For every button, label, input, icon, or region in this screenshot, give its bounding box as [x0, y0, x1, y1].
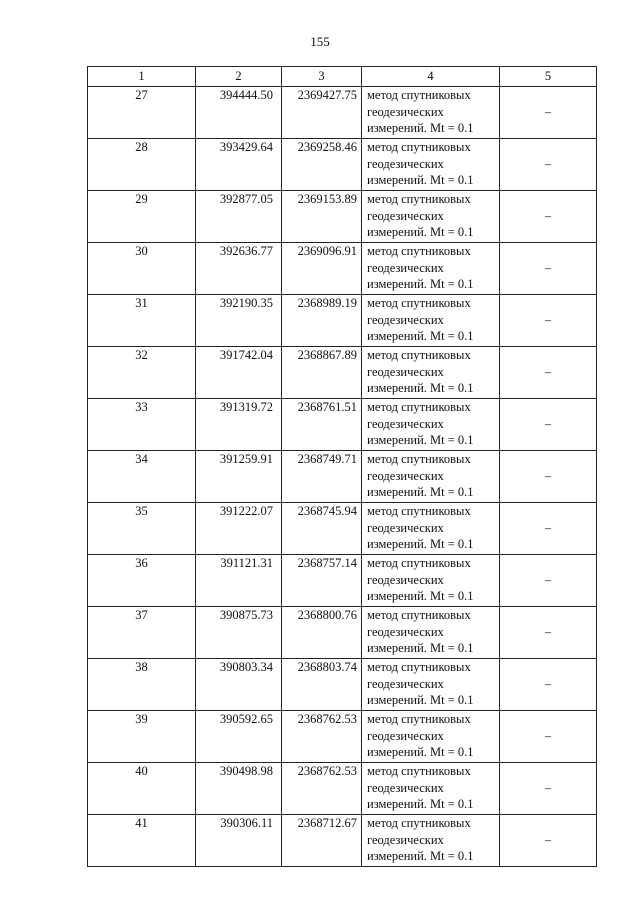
x-coordinate-cell: 392636.77	[196, 243, 282, 295]
header-col-1: 1	[88, 67, 196, 87]
point-number-cell: 29	[88, 191, 196, 243]
method-cell	[362, 399, 500, 451]
method-cell	[362, 243, 500, 295]
method-cell	[362, 347, 500, 399]
point-number-cell: 36	[88, 555, 196, 607]
method-text-line: метод спутниковых	[367, 192, 471, 206]
method-text-line: геодезических	[367, 364, 444, 379]
x-coordinate-cell: 390498.98	[196, 763, 282, 815]
x-coordinate-cell: 391259.91	[196, 451, 282, 503]
method-text-line: метод спутниковых	[367, 88, 471, 102]
point-number-cell: 34	[88, 451, 196, 503]
y-coordinate-cell: 2368762.53	[282, 711, 362, 763]
method-text-line: геодезических	[367, 468, 444, 483]
method-text-line: метод спутниковых	[367, 608, 471, 622]
note-cell: –	[500, 555, 597, 607]
method-cell	[362, 87, 500, 139]
x-coordinate-cell: 392877.05	[196, 191, 282, 243]
method-text-line: метод спутниковых	[367, 764, 471, 778]
method-text-line: геодезических	[367, 676, 444, 691]
method-text-line: измерений. Mt = 0.1	[367, 745, 474, 759]
x-coordinate-cell: 392190.35	[196, 295, 282, 347]
x-coordinate-cell: 390306.11	[196, 815, 282, 867]
method-text-line: геодезических	[367, 832, 444, 847]
method-text-line: метод спутниковых	[367, 504, 471, 518]
x-coordinate-cell: 390803.34	[196, 659, 282, 711]
note-cell: –	[500, 607, 597, 659]
table-row	[88, 815, 597, 867]
method-text-line: измерений. Mt = 0.1	[367, 433, 474, 447]
y-coordinate-cell: 2369153.89	[282, 191, 362, 243]
y-coordinate-cell: 2368761.51	[282, 399, 362, 451]
note-cell: –	[500, 399, 597, 451]
note-cell: –	[500, 295, 597, 347]
point-number-cell: 33	[88, 399, 196, 451]
page-number: 155	[310, 34, 330, 49]
method-text-line: измерений. Mt = 0.1	[367, 849, 474, 863]
point-number-cell: 27	[88, 87, 196, 139]
method-text-line: геодезических	[367, 208, 444, 223]
y-coordinate-cell: 2368803.74	[282, 659, 362, 711]
table-row	[88, 347, 597, 399]
note-cell: –	[500, 451, 597, 503]
method-text-line: геодезических	[367, 728, 444, 743]
y-coordinate-cell: 2368712.67	[282, 815, 362, 867]
note-cell: –	[500, 659, 597, 711]
method-text-line: геодезических	[367, 572, 444, 587]
y-coordinate-cell: 2369427.75	[282, 87, 362, 139]
method-cell	[362, 503, 500, 555]
method-cell	[362, 295, 500, 347]
method-text-line: измерений. Mt = 0.1	[367, 589, 474, 603]
method-text-line: измерений. Mt = 0.1	[367, 641, 474, 655]
point-number-cell: 40	[88, 763, 196, 815]
method-cell	[362, 451, 500, 503]
x-coordinate-cell: 391742.04	[196, 347, 282, 399]
y-coordinate-cell: 2368749.71	[282, 451, 362, 503]
table-row	[88, 139, 597, 191]
method-text-line: геодезических	[367, 780, 444, 795]
table-row	[88, 295, 597, 347]
note-cell: –	[500, 347, 597, 399]
method-text-line: измерений. Mt = 0.1	[367, 381, 474, 395]
method-text-line: измерений. Mt = 0.1	[367, 537, 474, 551]
method-text-line: метод спутниковых	[367, 348, 471, 362]
table-row	[88, 607, 597, 659]
method-text-line: метод спутниковых	[367, 400, 471, 414]
method-text-line: геодезических	[367, 520, 444, 535]
header-col-2: 2	[196, 67, 282, 87]
method-text-line: измерений. Mt = 0.1	[367, 121, 474, 135]
table-row	[88, 191, 597, 243]
method-text-line: измерений. Mt = 0.1	[367, 277, 474, 291]
x-coordinate-cell: 393429.64	[196, 139, 282, 191]
x-coordinate-cell: 394444.50	[196, 87, 282, 139]
table-row	[88, 87, 597, 139]
method-text-line: метод спутниковых	[367, 816, 471, 830]
note-cell: –	[500, 815, 597, 867]
y-coordinate-cell: 2368989.19	[282, 295, 362, 347]
note-cell: –	[500, 87, 597, 139]
x-coordinate-cell: 391319.72	[196, 399, 282, 451]
point-number-cell: 30	[88, 243, 196, 295]
method-cell	[362, 607, 500, 659]
header-col-4: 4	[362, 67, 500, 87]
point-number-cell: 31	[88, 295, 196, 347]
table-body	[88, 87, 597, 867]
y-coordinate-cell: 2368800.76	[282, 607, 362, 659]
y-coordinate-cell: 2368745.94	[282, 503, 362, 555]
method-text-line: метод спутниковых	[367, 296, 471, 310]
point-number-cell: 38	[88, 659, 196, 711]
coordinates-table	[87, 66, 597, 867]
method-text-line: геодезических	[367, 156, 444, 171]
note-cell: –	[500, 191, 597, 243]
method-text-line: метод спутниковых	[367, 712, 471, 726]
method-text-line: метод спутниковых	[367, 140, 471, 154]
y-coordinate-cell: 2368757.14	[282, 555, 362, 607]
method-cell	[362, 659, 500, 711]
table-row	[88, 659, 597, 711]
table-row	[88, 451, 597, 503]
method-text-line: метод спутниковых	[367, 244, 471, 258]
x-coordinate-cell: 390875.73	[196, 607, 282, 659]
table-row	[88, 503, 597, 555]
table-row	[88, 243, 597, 295]
method-cell	[362, 763, 500, 815]
point-number-cell: 28	[88, 139, 196, 191]
method-text-line: метод спутниковых	[367, 452, 471, 466]
header-col-5: 5	[500, 67, 597, 87]
table-row	[88, 399, 597, 451]
x-coordinate-cell: 391121.31	[196, 555, 282, 607]
y-coordinate-cell: 2369258.46	[282, 139, 362, 191]
method-text-line: измерений. Mt = 0.1	[367, 485, 474, 499]
header-col-3: 3	[282, 67, 362, 87]
note-cell: –	[500, 243, 597, 295]
y-coordinate-cell: 2369096.91	[282, 243, 362, 295]
table-header-row	[88, 67, 597, 87]
method-text-line: геодезических	[367, 624, 444, 639]
method-text-line: геодезических	[367, 416, 444, 431]
point-number-cell: 41	[88, 815, 196, 867]
note-cell: –	[500, 139, 597, 191]
method-text-line: геодезических	[367, 260, 444, 275]
method-text-line: измерений. Mt = 0.1	[367, 797, 474, 811]
point-number-cell: 39	[88, 711, 196, 763]
method-text-line: геодезических	[367, 312, 444, 327]
x-coordinate-cell: 390592.65	[196, 711, 282, 763]
method-cell	[362, 139, 500, 191]
y-coordinate-cell: 2368867.89	[282, 347, 362, 399]
point-number-cell: 32	[88, 347, 196, 399]
method-text-line: измерений. Mt = 0.1	[367, 225, 474, 239]
point-number-cell: 35	[88, 503, 196, 555]
table-row	[88, 555, 597, 607]
table-row	[88, 763, 597, 815]
method-text-line: измерений. Mt = 0.1	[367, 173, 474, 187]
method-text-line: метод спутниковых	[367, 556, 471, 570]
x-coordinate-cell: 391222.07	[196, 503, 282, 555]
method-text-line: геодезических	[367, 104, 444, 119]
table-row	[88, 711, 597, 763]
method-cell	[362, 555, 500, 607]
method-cell	[362, 191, 500, 243]
note-cell: –	[500, 503, 597, 555]
method-text-line: метод спутниковых	[367, 660, 471, 674]
method-cell	[362, 711, 500, 763]
method-cell	[362, 815, 500, 867]
point-number-cell: 37	[88, 607, 196, 659]
method-text-line: измерений. Mt = 0.1	[367, 329, 474, 343]
note-cell: –	[500, 763, 597, 815]
y-coordinate-cell: 2368762.53	[282, 763, 362, 815]
note-cell: –	[500, 711, 597, 763]
method-text-line: измерений. Mt = 0.1	[367, 693, 474, 707]
